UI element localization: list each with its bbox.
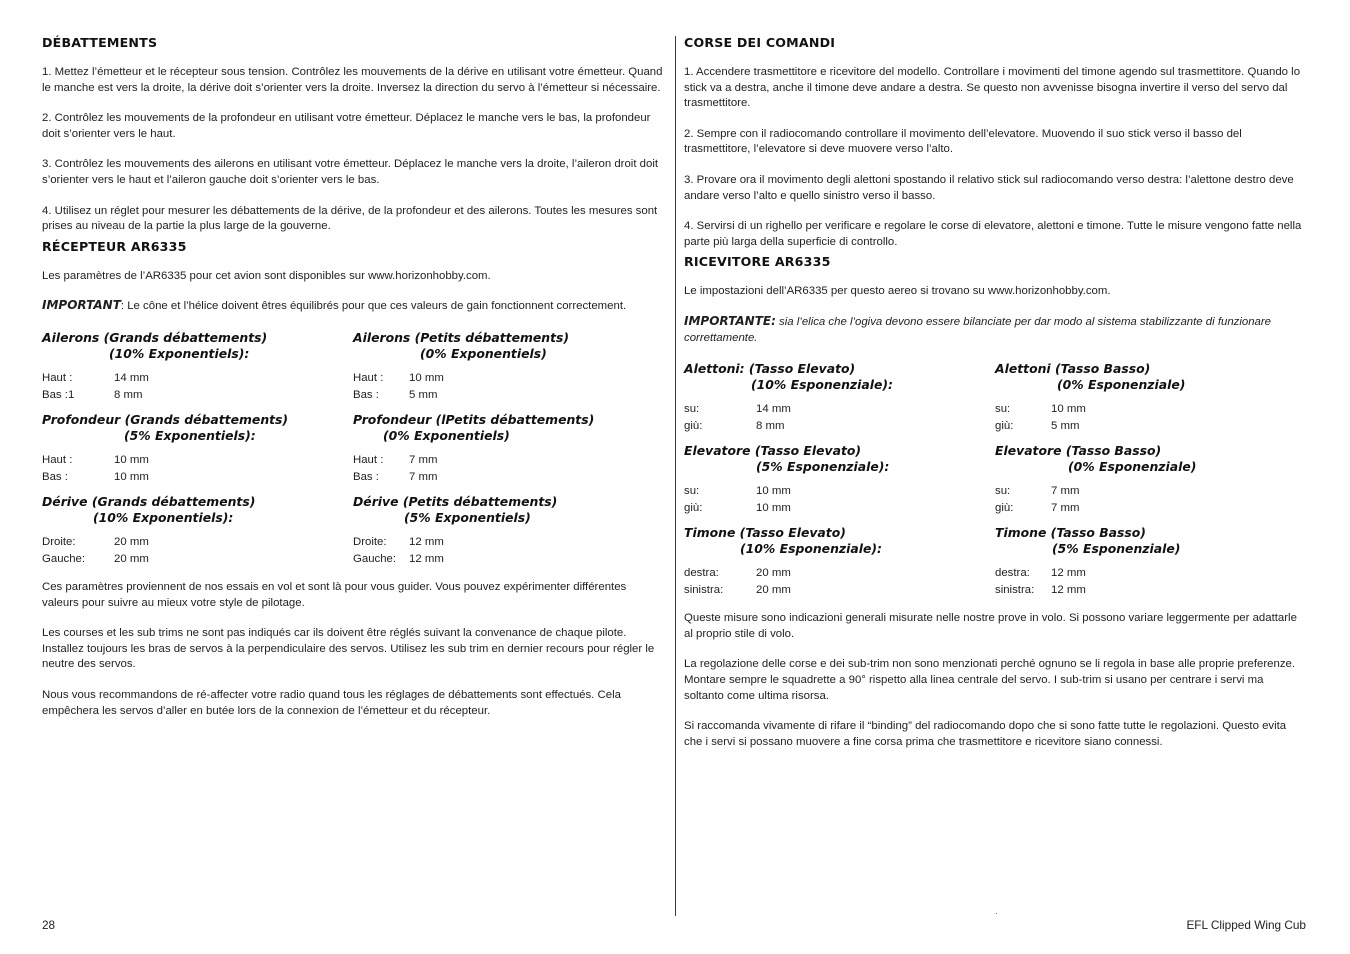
- right-column-it: [684, 35, 1306, 750]
- rate-label: giù:: [684, 420, 703, 433]
- rate-value: 10 mm: [114, 453, 149, 466]
- rate-value: 8 mm: [756, 420, 785, 433]
- section-title-recepteur: RÉCEPTEUR AR6335: [42, 238, 187, 254]
- paragraph: Queste misure sono indicazioni generali misurate nelle nostre prove in volo. Si possono variare leggermente per adattarle al proprio stile di volo.: [684, 612, 1297, 640]
- rate-label: su:: [995, 485, 1011, 498]
- rate-label: Haut :: [353, 453, 384, 466]
- paragraph: Si raccomanda vivamente di rifare il “binding” del radiocomando dopo che si sono fatte tutte le regolazioni. Questo evita che i servi si possano muovere a fine corsa prima che trasmettitore e ricevitore siano connessi.: [684, 720, 1287, 748]
- rate-block-high: [684, 525, 995, 599]
- receiver-text: Le impostazioni dell’AR6335 per questo aereo si trovano su www.horizonhobby.com.: [684, 285, 1111, 298]
- rate-label: giù:: [995, 502, 1014, 515]
- section-title-debattements: DÉBATTEMENTS: [42, 35, 158, 50]
- rate-block-low: [353, 412, 664, 486]
- rate-expo: (0% Exponentiels): [420, 345, 547, 361]
- rate-block-high: [42, 412, 353, 486]
- rate-value: 5 mm: [409, 388, 438, 401]
- rate-label: sinistra:: [684, 584, 724, 597]
- rate-label: Bas :: [353, 388, 379, 401]
- rate-value: 14 mm: [756, 403, 791, 416]
- paragraph: La regolazione delle corse e dei sub-trim non sono menzionati perché ognuno se li regola in base alle proprie preferenze. Montare sempre le squadrette a 90° rispetto alla linea centrale del servo. I sub-trim si usano per centrare i servi ma soltanto come ultima risorsa.: [684, 658, 1296, 702]
- rate-expo: (5% Esponenziale):: [756, 459, 890, 475]
- paragraph: 2. Sempre con il radiocomando controllare il movimento dell’elevatore. Muovendo il suo stick verso il basso del trasmettitore, l’elevatore si deve muovere verso l’alto.: [684, 127, 1242, 156]
- rate-label: su:: [684, 403, 700, 416]
- rate-block-high: [684, 361, 995, 435]
- paragraph: 3. Contrôlez les mouvements des ailerons en utilisant votre émetteur. Déplacez le manche vers la droite, l’aileron droit doit s’orienter vers le haut et l’aileron gauche doit s’orienter vers le bas.: [42, 158, 659, 186]
- rate-expo: (5% Esponenziale): [1052, 541, 1181, 557]
- paragraph: 1. Mettez l’émetteur et le récepteur sous tension. Contrôlez les mouvements de la dérive en utilisant votre émetteur. Quand le manche est vers la droite, la dérive doit s’orienter vers la droite. Inversez la direction du servo à l’émetteur si nécessaire.: [42, 66, 663, 94]
- section-title-ricevitore: RICEVITORE AR6335: [684, 254, 831, 270]
- rate-expo: (10% Exponentiels):: [109, 345, 250, 361]
- rate-label: Bas :1: [42, 388, 75, 401]
- rate-expo: (10% Exponentiels):: [93, 509, 234, 525]
- rate-expo: (0% Esponenziale): [1057, 377, 1186, 393]
- rate-value: 12 mm: [409, 552, 444, 565]
- paragraph: 1. Accendere trasmettitore e ricevitore del modello. Controllare i movimenti del timone agendo sul trasmettitore. Quando lo stick va a destra, anche il timone deve andare a destra. Se questo non avvenisse bisogna invertire il verso del servo dal trasmettitore.: [684, 66, 1301, 110]
- rate-value: 7 mm: [409, 470, 438, 483]
- rate-expo: (0% Esponenziale): [1068, 459, 1197, 475]
- rate-expo: (5% Exponentiels):: [124, 427, 256, 443]
- rate-title: Profondeur (lPetits débattements): [353, 411, 595, 427]
- rate-label: Gauche:: [353, 552, 397, 565]
- paragraph: 3. Provare ora il movimento degli alettoni spostando il relativo stick sul radiocomando verso destra: l’alettone destro deve andare verso l’alto e quello sinistro verso il basso.: [684, 173, 1294, 202]
- rate-block-low: [995, 361, 1306, 435]
- section-title-corse: CORSE DEI COMANDI: [684, 35, 836, 50]
- left-column-fr: [42, 35, 664, 719]
- rate-title: Ailerons (Grands débattements): [42, 329, 268, 345]
- rate-value: 10 mm: [756, 485, 791, 498]
- important-note: [684, 314, 1306, 346]
- rate-value: 10 mm: [1051, 403, 1086, 416]
- paragraph: 4. Utilisez un réglet pour mesurer les débattements de la dérive, de la profondeur et des ailerons. Toutes les mesures sont prises au niveau de la partie la plus large de la gouverne.: [42, 204, 658, 233]
- rate-title: Dérive (Petits débattements): [353, 493, 558, 509]
- paragraph: Ces paramètres proviennent de nos essais en vol et sont là pour vous guider. Vous pouvez expérimenter différentes valeurs pour suivre au mieux votre style de pilotage.: [42, 580, 627, 609]
- rates-table-ailerons: [42, 330, 664, 412]
- rate-label: Gauche:: [42, 552, 86, 565]
- rate-row: [42, 370, 353, 387]
- rate-value: 10 mm: [409, 371, 444, 384]
- important-note: [42, 298, 664, 315]
- rate-title: Dérive (Grands débattements): [42, 493, 256, 509]
- rate-label: Bas :: [353, 470, 379, 483]
- rate-label: Droite:: [353, 535, 387, 548]
- important-label: IMPORTANTE:: [684, 313, 776, 328]
- rate-value: 14 mm: [114, 371, 149, 384]
- paragraph: 4. Servirsi di un righello per verificare e regolare le corse di elevatore, alettoni e timone. Tutte le misure vengono fatte nella parte più larga della superficie di controllo.: [684, 220, 1302, 248]
- stray-dot: [996, 913, 997, 914]
- rate-expo: (5% Exponentiels): [404, 509, 531, 525]
- rate-value: 20 mm: [114, 552, 149, 565]
- paragraph: Les courses et les sub trims ne sont pas indiqués car ils doivent être réglés suivant la convenance de chaque pilote. Installez toujours les bras de servos à la perpendiculaire des servos. Utilisez les sub trim en dernier recours pour régler le neutre des servos.: [42, 627, 655, 671]
- rate-expo: (10% Esponenziale):: [751, 377, 893, 393]
- rates-table-alettoni: [684, 361, 1306, 443]
- rate-row: [42, 387, 353, 404]
- rate-value: 8 mm: [114, 388, 143, 401]
- rate-value: 7 mm: [409, 453, 438, 466]
- rate-label: sinistra:: [995, 584, 1035, 597]
- important-label: IMPORTANT: [42, 298, 121, 313]
- rate-block-low: [995, 525, 1306, 599]
- rate-block-high: [42, 494, 353, 568]
- important-text: sia l’elica che l’ogiva devono essere bilanciate per dar modo al sistema stabilizzante di funzionare correttamente.: [684, 315, 1272, 344]
- rate-title: Profondeur (Grands débattements): [42, 411, 289, 427]
- paragraph: Nous vous recommandons de ré-affecter votre radio quand tous les réglages de débattements sont effectués. Cela empêchera les servos d’aller en butée lors de la connexion de l’émetteur et du récepteur.: [42, 688, 621, 717]
- rates-table-elevatore: [684, 443, 1306, 525]
- rate-expo: (10% Esponenziale):: [740, 541, 882, 557]
- rate-value: 20 mm: [756, 584, 791, 597]
- rate-label: Bas :: [42, 470, 68, 483]
- rate-block-high: [42, 330, 353, 404]
- rate-label: su:: [684, 485, 700, 498]
- rates-table-timone: [684, 525, 1306, 607]
- product-name: EFL Clipped Wing Cub: [1186, 918, 1306, 932]
- rate-value: 7 mm: [1051, 485, 1080, 498]
- rate-label: Haut :: [353, 371, 384, 384]
- rate-value: 5 mm: [1051, 420, 1080, 433]
- rate-label: destra:: [684, 567, 719, 580]
- rate-title: Ailerons (Petits débattements): [353, 329, 570, 345]
- rate-value: 20 mm: [114, 535, 149, 548]
- rate-value: 20 mm: [756, 567, 791, 580]
- rate-block-low: [353, 494, 664, 568]
- rate-block-high: [684, 443, 995, 517]
- rate-block-low: [353, 330, 664, 404]
- column-divider: [675, 36, 676, 916]
- rates-table-profondeur: [42, 412, 664, 494]
- rate-title: Elevatore (Tasso Basso): [995, 443, 1162, 459]
- rate-label: Haut :: [42, 371, 73, 384]
- important-text: : Le cône et l’hélice doivent êtres équilibrés pour que ces valeurs de gain fonctionnent correctement.: [120, 300, 627, 313]
- rate-value: 12 mm: [409, 535, 444, 548]
- rate-value: 12 mm: [1051, 567, 1086, 580]
- rate-label: su:: [995, 403, 1011, 416]
- rate-block-low: [995, 443, 1306, 517]
- rate-value: 10 mm: [114, 470, 149, 483]
- rate-label: Haut :: [42, 453, 73, 466]
- rate-label: Droite:: [42, 535, 76, 548]
- page-number: 28: [42, 918, 56, 932]
- rate-label: giù:: [995, 420, 1014, 433]
- rate-label: giù:: [684, 502, 703, 515]
- rate-title: Alettoni (Tasso Basso): [995, 361, 1151, 377]
- rate-expo: (0% Exponentiels): [383, 427, 510, 443]
- paragraph: 2. Contrôlez les mouvements de la profondeur en utilisant votre émetteur. Déplacez le manche vers le bas, la profondeur doit s’orienter vers le haut.: [42, 112, 651, 140]
- rate-value: 12 mm: [1051, 584, 1086, 597]
- rate-title: Alettoni: (Tasso Elevato): [684, 361, 856, 377]
- rate-title: Timone (Tasso Basso): [995, 525, 1146, 541]
- rates-table-derive: [42, 494, 664, 576]
- rate-title: Elevatore (Tasso Elevato): [684, 443, 862, 459]
- rate-title: Timone (Tasso Elevato): [684, 525, 846, 541]
- rate-label: destra:: [995, 567, 1030, 580]
- receiver-text: Les paramètres de l’AR6335 pour cet avion sont disponibles sur www.horizonhobby.com.: [42, 269, 491, 282]
- rate-value: 7 mm: [1051, 502, 1080, 515]
- rate-value: 10 mm: [756, 502, 791, 515]
